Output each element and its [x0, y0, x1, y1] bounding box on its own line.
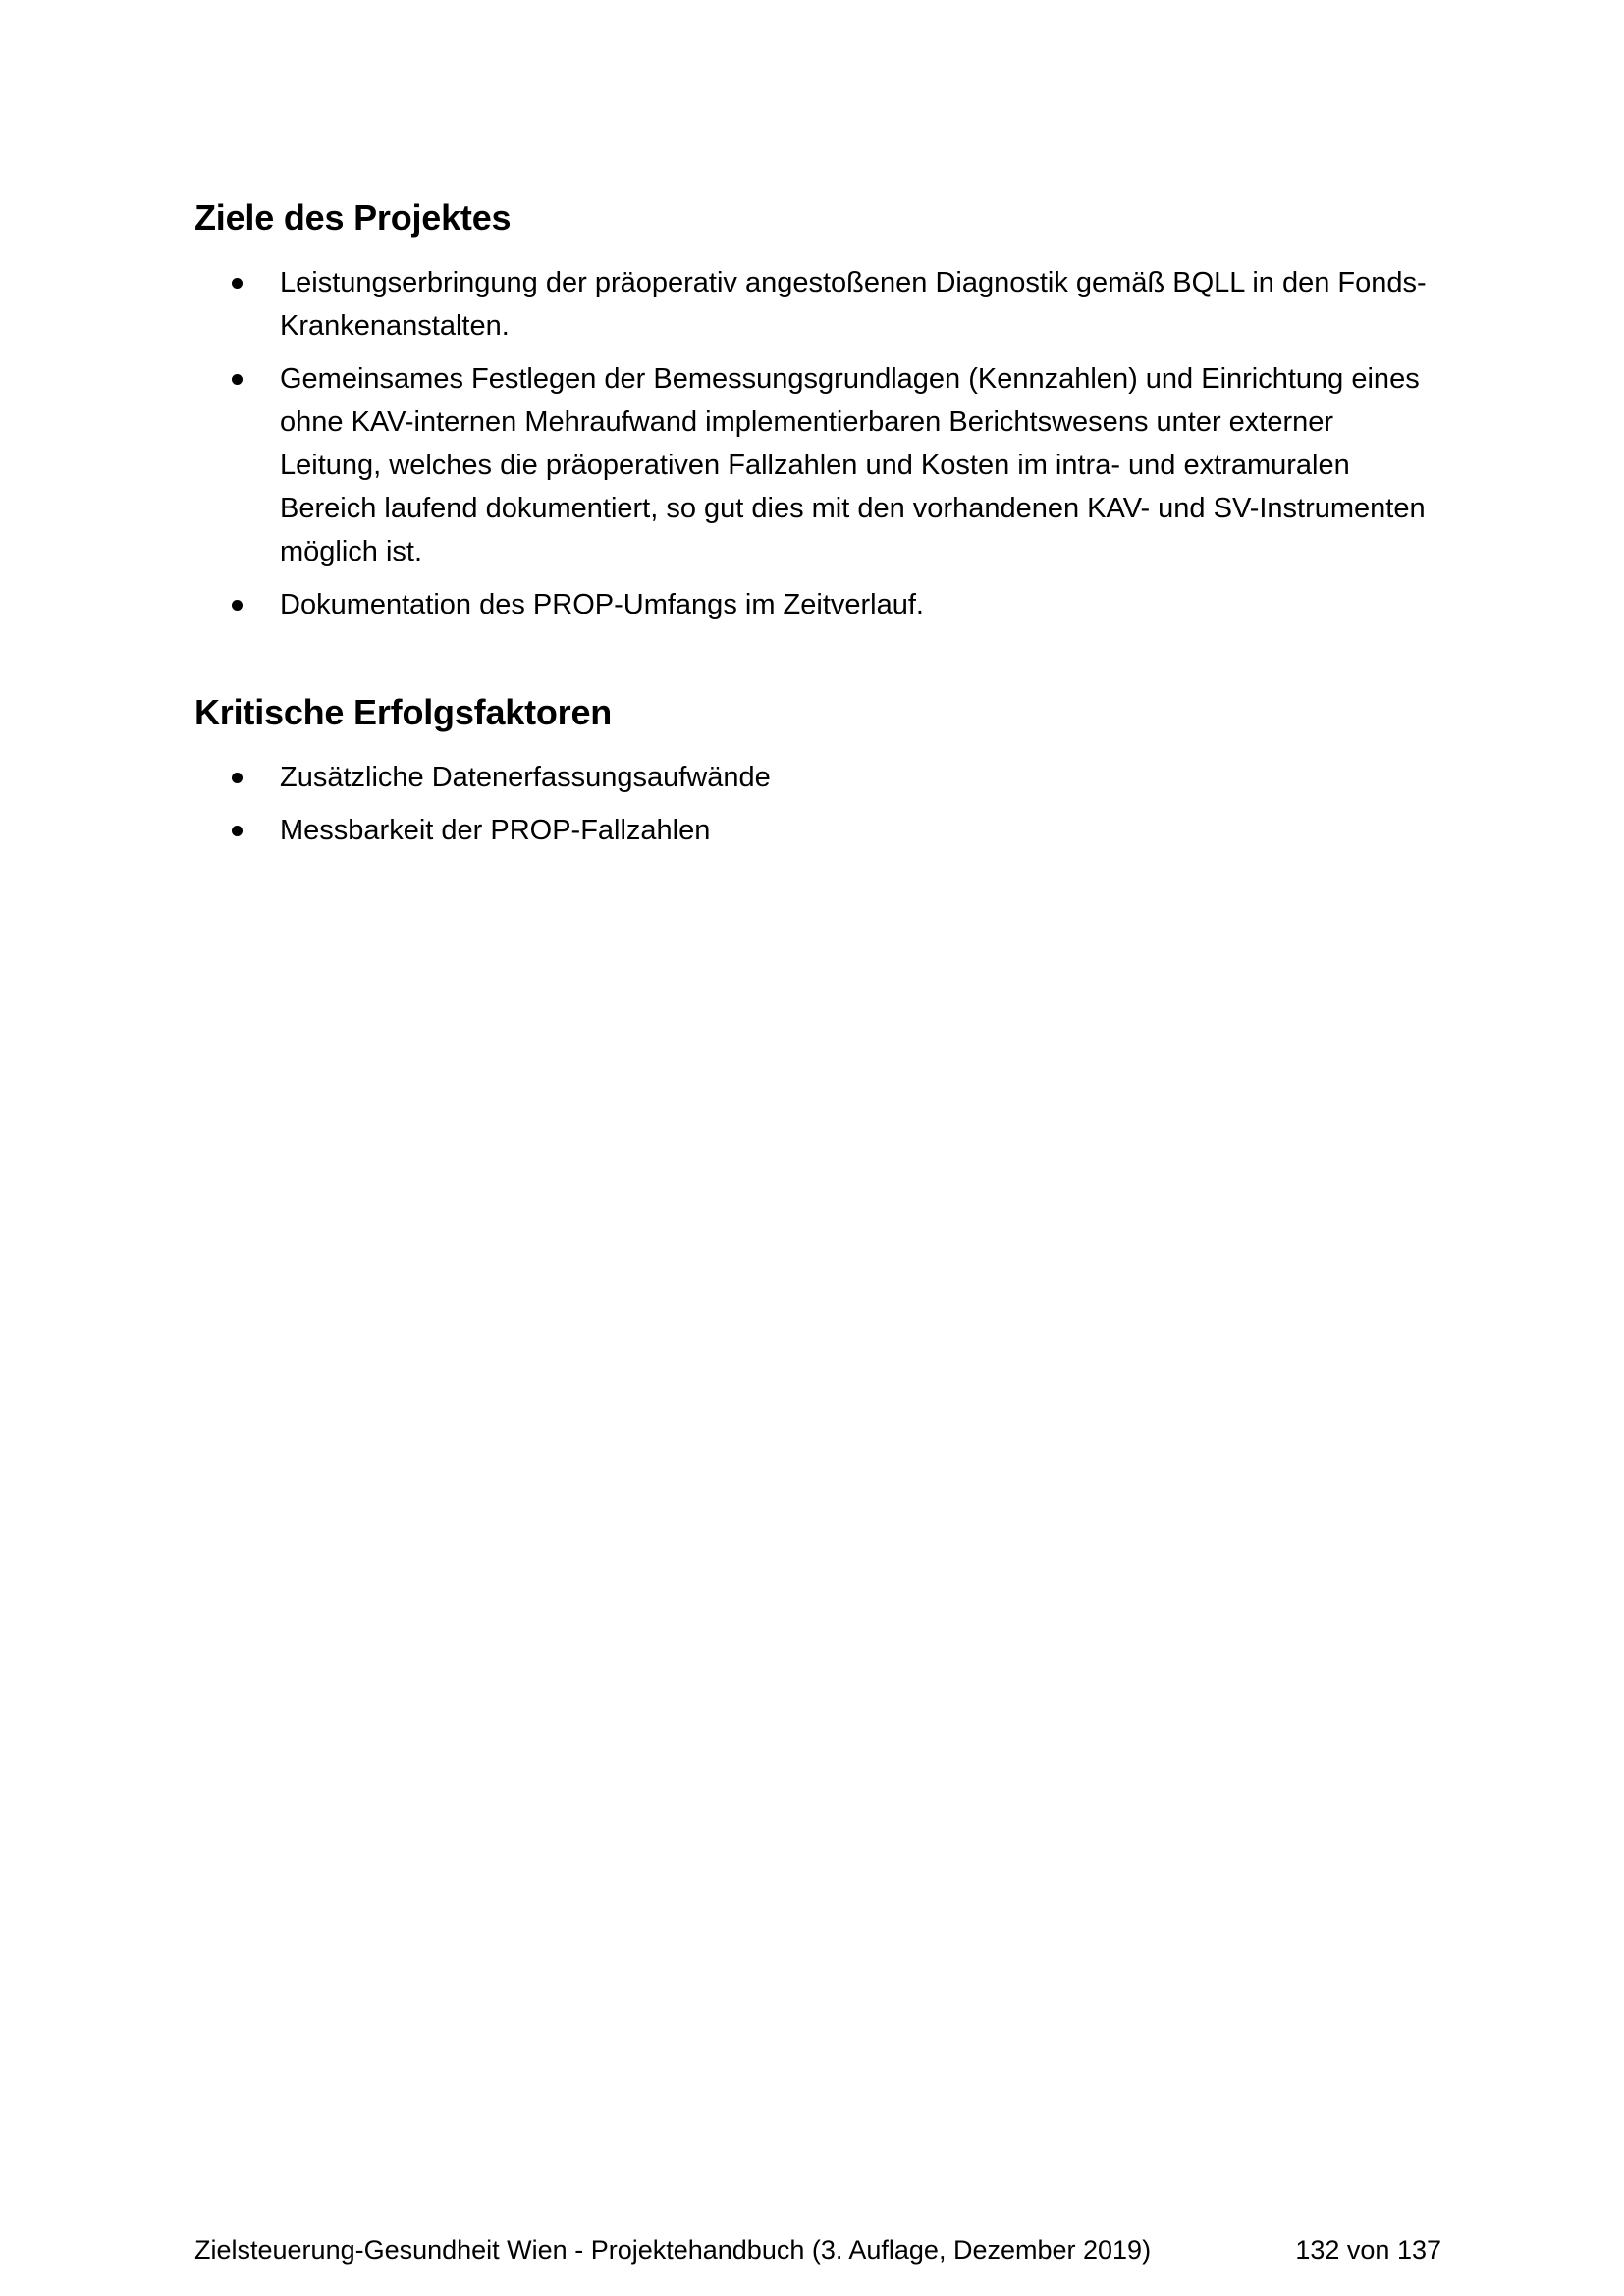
section-heading: Ziele des Projektes	[194, 197, 512, 238]
list-item-text: Messbarkeit der PROP-Fallzahlen	[280, 815, 711, 846]
bullet-list	[194, 261, 1441, 626]
footer-document-title: Zielsteuerung-Gesundheit Wien - Projektehandbuch (3. Auflage, Dezember 2019)	[194, 2235, 1152, 2265]
section-project-goals	[194, 192, 1441, 636]
bullet-icon	[232, 278, 243, 289]
footer-page-number: 132 von 137	[1295, 2235, 1441, 2265]
list-item	[194, 756, 1441, 799]
list-item-text: Dokumentation des PROP-Umfangs im Zeitverlauf.	[280, 589, 924, 620]
bullet-icon	[232, 826, 243, 836]
section-heading: Kritische Erfolgsfaktoren	[194, 692, 613, 732]
list-item	[194, 583, 1441, 626]
list-item	[194, 357, 1441, 573]
bullet-list	[194, 756, 1441, 852]
list-item-text: Zusätzliche Datenerfassungsaufwände	[280, 762, 771, 793]
list-item	[194, 809, 1441, 852]
list-item-text: Leistungserbringung der präoperativ angestoßenen Diagnostik gemäß BQLL in den Fonds-Krankenanstalten.	[280, 267, 1427, 342]
bullet-icon	[232, 600, 243, 611]
bullet-icon	[232, 773, 243, 783]
list-item-text: Gemeinsames Festlegen der Bemessungsgrundlagen (Kennzahlen) und Einrichtung eines ohne KAV-internen Mehraufwand implementierbaren Berichtswesens unter externer Leitung, welches die präoperativen Fallzahlen und Kosten im intra- und extramuralen Bereich laufend dokumentiert, so gut dies mit den vorhandenen KAV- und SV-Instrumenten möglich ist.	[280, 363, 1426, 567]
list-item	[194, 261, 1441, 347]
bullet-icon	[232, 374, 243, 385]
section-critical-success-factors	[194, 687, 1441, 862]
